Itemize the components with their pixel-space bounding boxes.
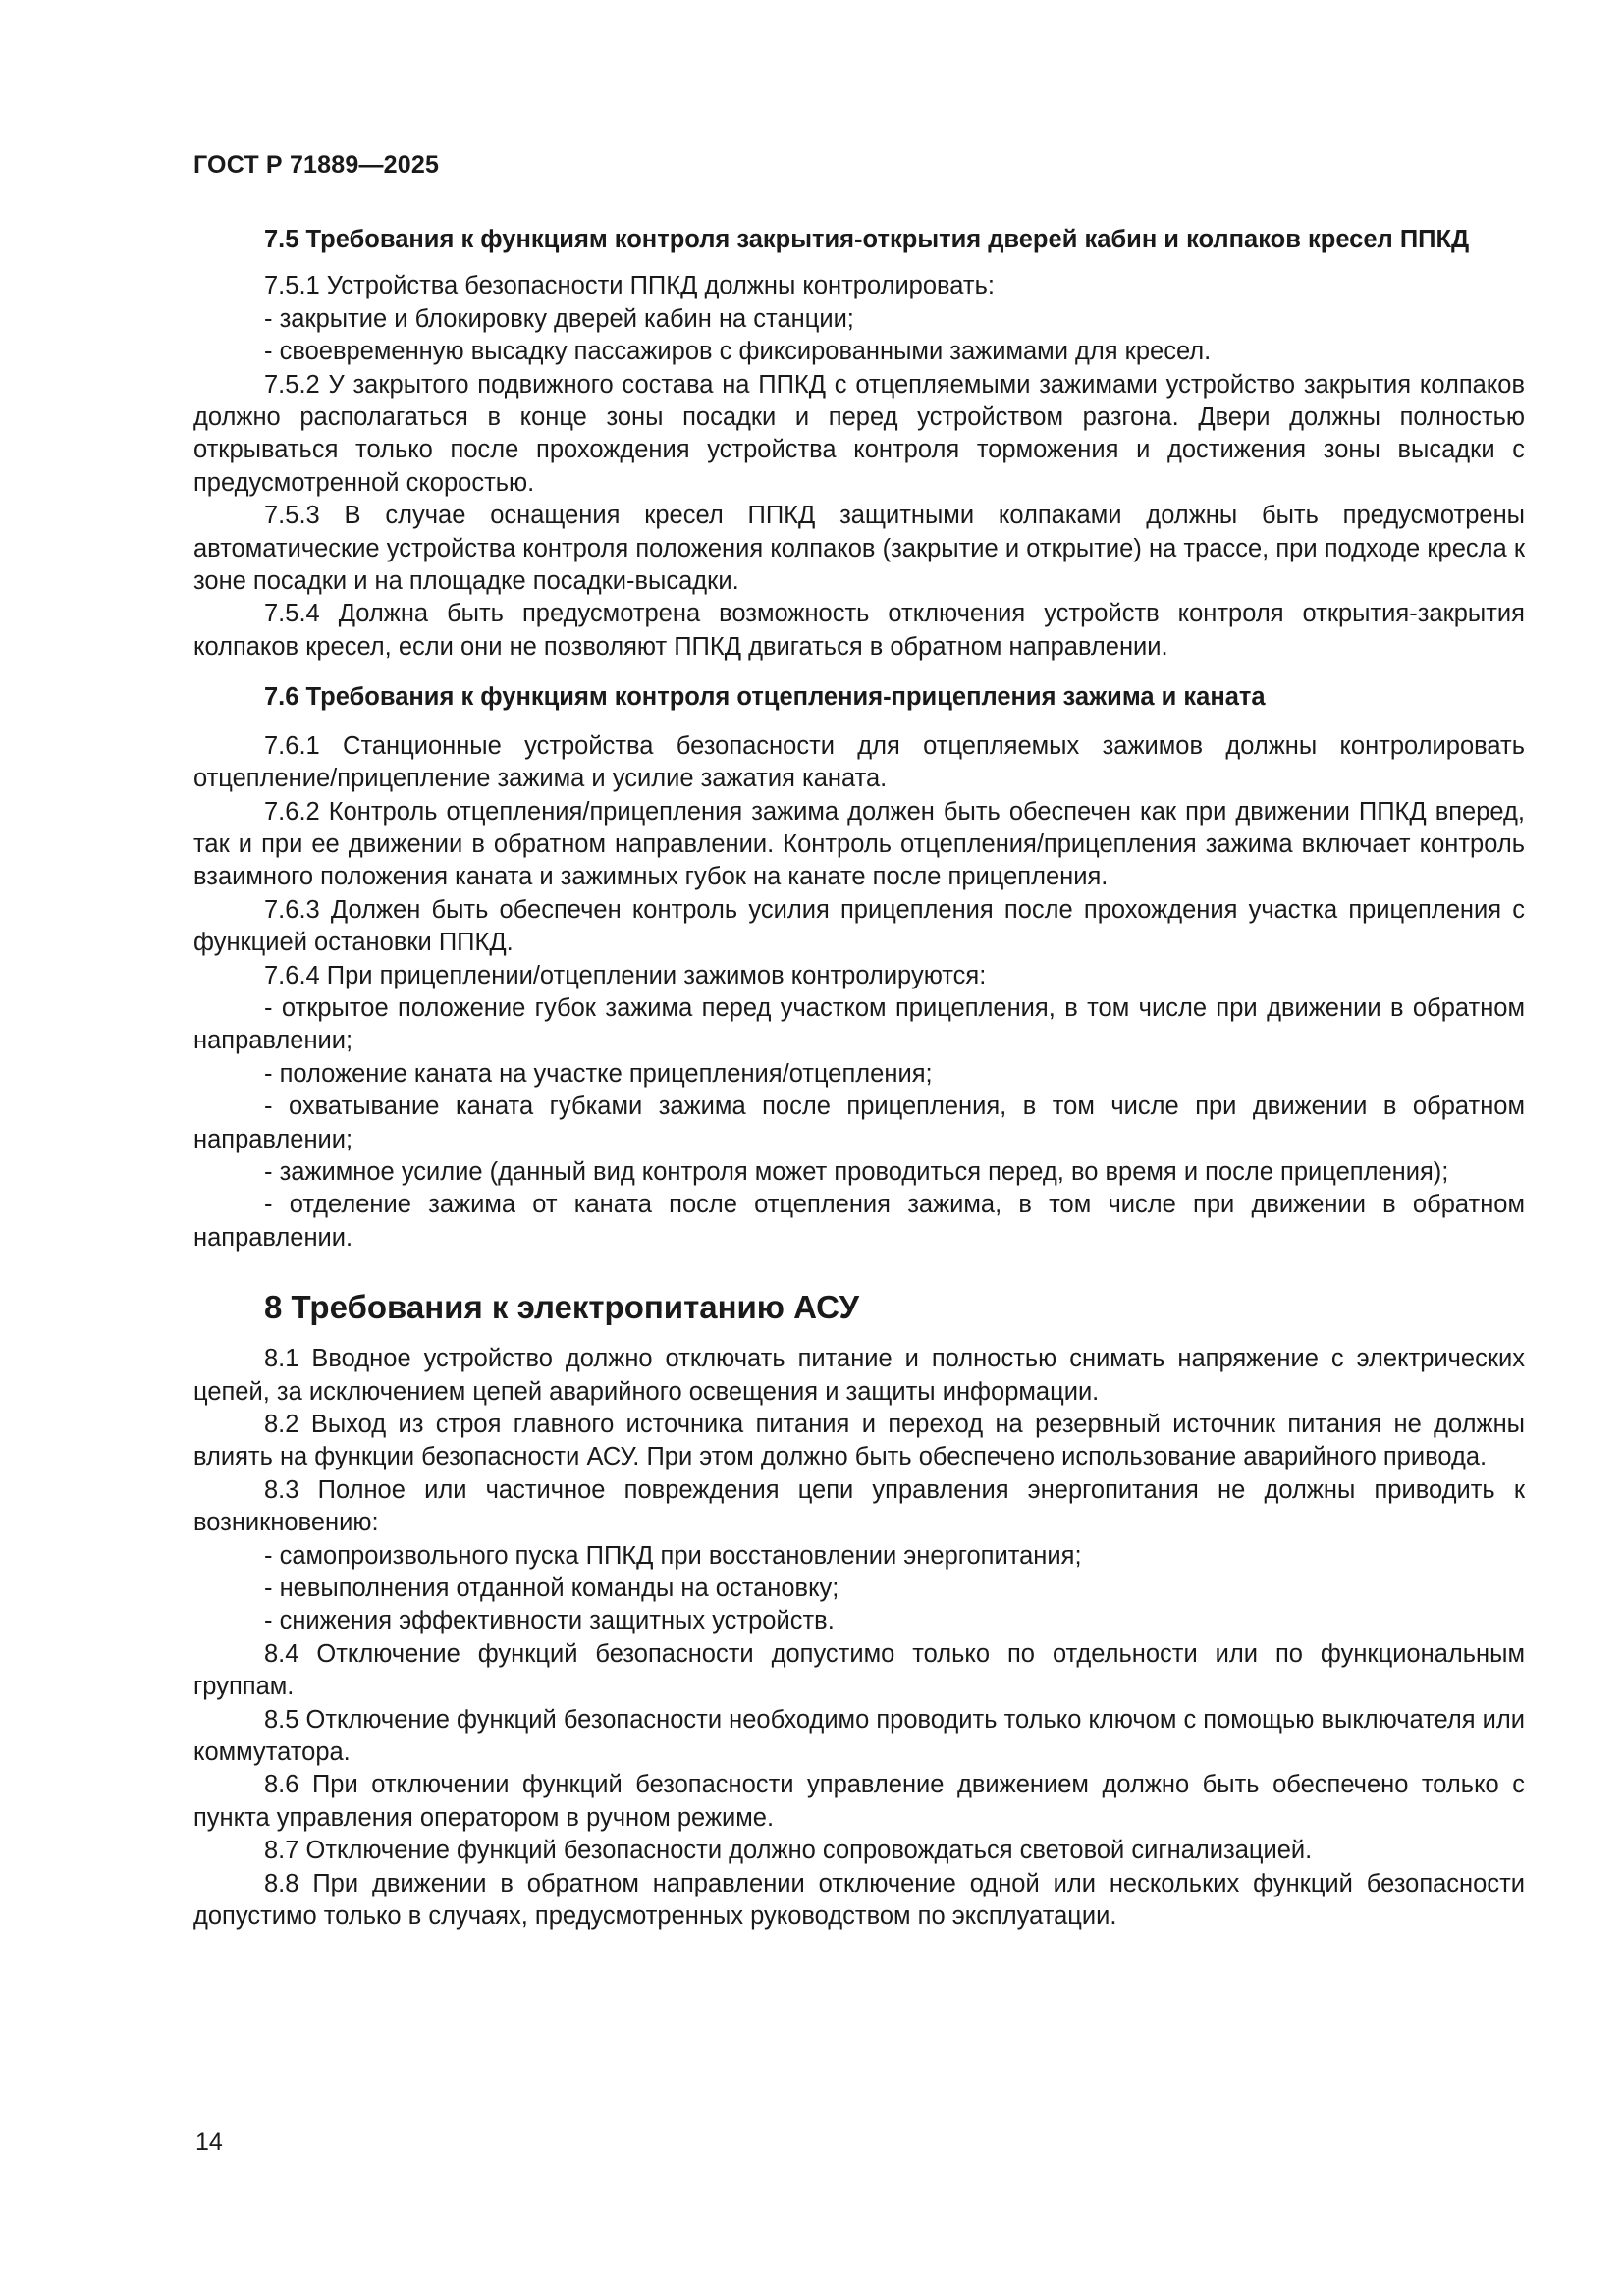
list-item: - охватывание каната губками зажима после прицепления, в том числе при движении в обратном направлении; [193,1093,1525,1153]
paragraph: 7.5.4 Должна быть предусмотрена возможность отключения устройств контроля открытия-закрытия колпаков кресел, если они не позволяют ППКД двигаться в обратном направлении. [193,600,1525,661]
document-body [193,224,1525,1934]
paragraph: 8.2 Выход из строя главного источника питания и переход на резервный источник питания не должны влиять на функции безопасности АСУ. При этом должно быть обеспечено использование аварийного привода. [193,1411,1525,1471]
paragraph: 8.3 Полное или частичное повреждения цепи управления энергопитания не должны приводить к возникновению: [193,1475,1525,1537]
paragraph: 7.6.4 При прицеплении/отцеплении зажимов контролируются: [264,961,987,989]
paragraph: 7.5.3 В случае оснащения кресел ППКД защитными колпаками должны быть предусмотрены автоматические устройства контроля положения колпаков (закрытие и открытие) на трассе, при подходе кресла к зоне посадки и на площадке посадки-высадки. [193,502,1525,596]
paragraph: 7.6.1 Станционные устройства безопасности для отцепляемых зажимов должны контролировать отцепление/прицепление зажима и усилие зажатия каната. [193,731,1525,793]
section-7-5-body [193,270,1525,664]
paragraph: 7.6.2 Контроль отцепления/прицепления зажима должен быть обеспечен как при движении ППКД вперед, так и при ее движении в обратном направлении. Контроль отцепления/прицепления зажима включает контроль взаимного положения каната и зажимных губок на канате после прицепления. [193,797,1525,891]
list-item: - открытое положение губок зажима перед участком прицепления, в том числе при движении в обратном направлении; [193,993,1525,1055]
list-item: - закрытие и блокировку дверей кабин на станции; [264,304,854,333]
paragraph: 7.5.1 Устройства безопасности ППКД должны контролировать: [264,272,995,300]
paragraph: 8.8 При движении в обратном направлении отключение одной или нескольких функций безопасности допустимо только в случаях, предусмотренных руководством по эксплуатации. [193,1869,1525,1931]
paragraph: 8.6 При отключении функций безопасности управление движением должно быть обеспечено только с пункта управления оператором в ручном режиме. [193,1771,1525,1832]
document-header: ГОСТ Р 71889—2025 [193,151,440,179]
paragraph: 8.4 Отключение функций безопасности допустимо только по отдельности или по функциональным группам. [193,1639,1525,1701]
list-item: - зажимное усилие (данный вид контроля может проводиться перед, во время и после прицепления); [264,1157,1449,1186]
list-item: - своевременную высадку пассажиров с фиксированными зажимами для кресел. [264,338,1212,366]
paragraph: 8.5 Отключение функций безопасности необходимо проводить только ключом с помощью выключателя или коммутатора. [193,1705,1525,1767]
paragraph: 7.6.3 Должен быть обеспечен контроль усилия прицепления после прохождения участка прицепления с функцией остановки ППКД. [193,895,1525,957]
paragraph: 8.7 Отключение функций безопасности должно сопровождаться световой сигнализацией. [264,1837,1313,1865]
page-number: 14 [195,2128,223,2156]
section-8-title: 8 Требования к электропитанию АСУ [264,1289,860,1326]
section-7-5-title: 7.5 Требования к функциям контроля закрытия-открытия дверей кабин и колпаков кресел ППКД [264,226,1470,253]
list-item: - невыполнения отданной команды на остановку; [264,1575,839,1603]
list-item: - положение каната на участке прицепления/отцепления; [264,1059,933,1088]
list-item: - самопроизвольного пуска ППКД при восстановлении энергопитания; [264,1541,1082,1570]
list-item: - снижения эффективности защитных устройств. [264,1607,835,1635]
paragraph: 8.1 Вводное устройство должно отключать питание и полностью снимать напряжение с электрических цепей, за исключением цепей аварийного освещения и защиты информации. [193,1345,1525,1406]
section-7-6-title: 7.6 Требования к функциям контроля отцепления-прицепления зажима и каната [264,683,1266,712]
section-7-6-body [193,730,1525,1255]
list-item: - отделение зажима от каната после отцепления зажима, в том числе при движении в обратном направлении. [193,1191,1525,1252]
paragraph: 7.5.2 У закрытого подвижного состава на ППКД с отцепляемыми зажимами устройство закрытия колпаков должно располагаться в конце зоны посадки и перед устройством разгона. Двери должны полностью открываться только после прохождения устройства контроля торможения и достижения зоны высадки с предусмотренной скоростью. [193,370,1525,497]
section-8-body [193,1343,1525,1933]
